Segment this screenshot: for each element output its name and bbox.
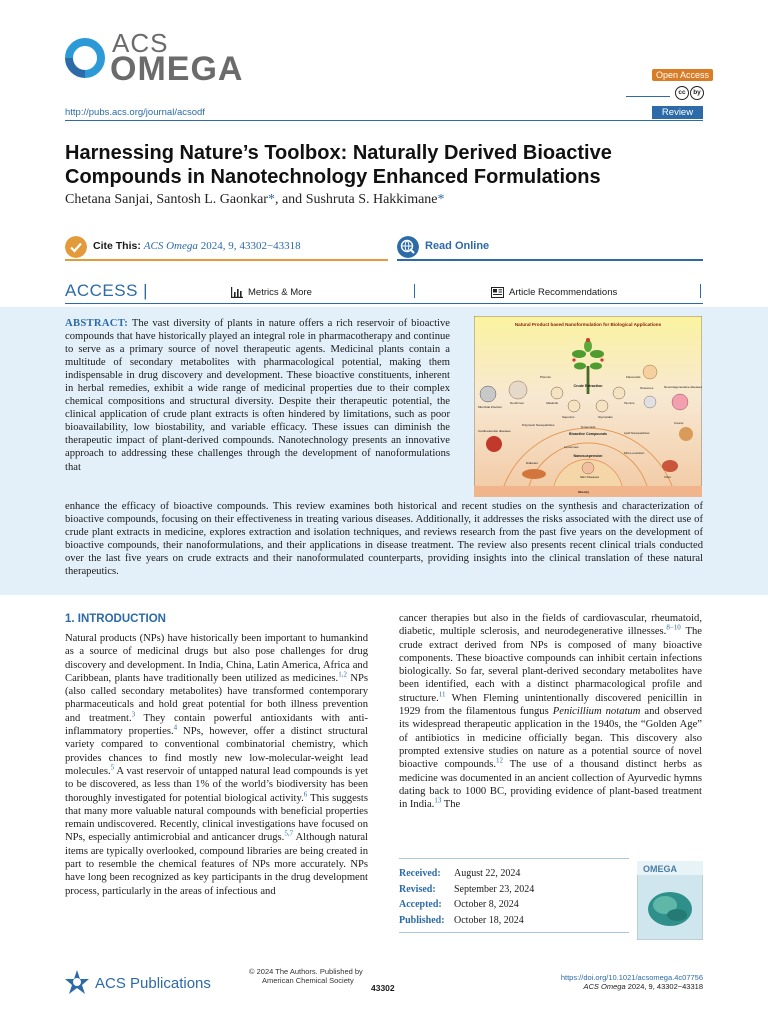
- doi-block: [540, 973, 703, 991]
- toc-label: Ulcer: [664, 475, 672, 479]
- toc-label: Bioactive Compounds: [569, 432, 607, 436]
- access-text: ACCESS: [65, 281, 138, 300]
- article-recommendations-button[interactable]: [491, 287, 617, 298]
- footer-citation-rest: 2024, 9, 43302−43318: [625, 982, 703, 991]
- liposome-icon: [643, 365, 657, 379]
- citation-ref[interactable]: 4: [173, 723, 178, 732]
- citation-ref[interactable]: 5,7: [284, 829, 294, 838]
- italic-term: Penicillium notatum: [552, 706, 641, 718]
- logo-acs-text: ACS: [112, 28, 169, 58]
- toc-label: Obesity: [578, 490, 590, 494]
- dates-rule-top: [399, 858, 629, 859]
- date-label: Revised:: [399, 883, 436, 895]
- read-online-underline: [397, 259, 703, 261]
- toc-label: Dendrimer: [510, 401, 525, 405]
- article-title: Harnessing Nature’s Toolbox: Naturally Derived Bioactive Compounds in Nanotechnology Enhanced Formulations: [65, 142, 612, 188]
- plant-leaf: [590, 363, 602, 370]
- citation-ref[interactable]: 1,2: [338, 670, 347, 679]
- toc-label: Niosomes: [640, 386, 654, 390]
- plant-berry: [600, 358, 603, 361]
- plant-berry: [586, 338, 590, 342]
- author-name[interactable]: Chetana Sanjai: [65, 192, 150, 207]
- author-name[interactable]: Santosh L. Gaonkar: [156, 192, 268, 207]
- date-row: [399, 882, 629, 898]
- date-value: September 23, 2024: [454, 883, 535, 895]
- abstract-body-top: The vast diversity of plants in nature offers a rich reservoir of bioactive compounds that have historically played an integral role in pharmacotherapy and continue to serve as a primary source of novel therapeutic agents. Medicinal plants contain a multitude of secondary metabolites with pharmacological potential, making them indispensable in drug discovery and development. These bioactive constituents, inherent in herbal remedies, exhibit a wide range of medicinal properties due to their complex chemical compositions and structural diversity. Despite their therapeutic potential, the clinical application of crude plant extracts is often hindered by limitations, such as poor bioavailability, low biostability, and variable efficacy. These issues can diminish the therapeutic impact of plant-derived compounds. Nanotechnology presents an innovative approach to addressing these challenges through the development of nanoformulations that: [65, 318, 450, 473]
- toc-label: Skin Diseases: [580, 475, 600, 479]
- citation-ref[interactable]: 11: [438, 690, 446, 699]
- body-text: Although natural items are typically overlooked, compound libraries are being created in part to resemble the chemical features of NPs more accurately. NPs have long been recognized as key participants in the drug development process, particularly in the areas of infectious and: [65, 832, 368, 897]
- toc-label: Tannins: [624, 401, 635, 405]
- journal-cover-thumbnail[interactable]: [637, 861, 703, 940]
- corresponding-author-asterisk[interactable]: *: [437, 192, 445, 207]
- citation-ref[interactable]: 8−10: [666, 623, 681, 632]
- compound-node: [596, 400, 608, 412]
- author-name[interactable]: Sushruta S. Hakkimane: [305, 192, 438, 207]
- cover-title: OMEGA: [643, 864, 678, 874]
- citation-ref[interactable]: 5: [110, 763, 115, 772]
- plant-leaf: [590, 350, 604, 358]
- access-separator: [414, 284, 415, 298]
- toc-label: Neurodegenerative diseases: [664, 385, 702, 389]
- cite-this-button[interactable]: [93, 240, 301, 252]
- body-text: Natural products (NPs) have historically been important to humankind as a source of medicinal drugs but also pose challenges for drug discovery and development. In India, China, Latin America, Africa and Caribbean, plants have traditionally been utilized as medicines.: [65, 633, 368, 684]
- date-row: [399, 897, 629, 913]
- date-label: Published:: [399, 914, 445, 926]
- toc-label: Liposomes: [564, 445, 579, 449]
- skin-icon: [582, 462, 594, 474]
- pancreas-icon: [522, 469, 546, 479]
- heart-icon: [486, 436, 502, 452]
- stomach-icon: [662, 460, 678, 472]
- date-row: [399, 913, 629, 929]
- toc-label: Microbial infection: [478, 405, 503, 409]
- metrics-and-more-button[interactable]: [231, 287, 312, 298]
- compound-node: [568, 400, 580, 412]
- toc-label: Alkaloids: [546, 401, 559, 405]
- acs-publications-logo-icon: [65, 970, 89, 994]
- toc-label: Saponins: [562, 415, 575, 419]
- compound-node: [551, 387, 563, 399]
- abstract-label: ABSTRACT:: [65, 318, 129, 329]
- date-row: [399, 866, 629, 882]
- journal-url-link[interactable]: http://pubs.acs.org/journal/acsodf: [65, 107, 205, 118]
- dendrimer-icon: [509, 381, 527, 399]
- creative-commons-icons[interactable]: [675, 86, 704, 100]
- date-value: October 18, 2024: [454, 914, 524, 926]
- article-dates: [399, 866, 629, 928]
- doi-link[interactable]: https://doi.org/10.1021/acsomega.4c07756: [560, 973, 703, 982]
- cite-underline: [65, 259, 388, 261]
- toc-graphic: [474, 316, 702, 497]
- citation-ref[interactable]: 3: [131, 710, 136, 719]
- body-text: A vast reservoir of untapped natural lead compounds is yet to be discovered, as less than 1% of the world’s biodiversity has been thoroughly investigated for potential biological activity.: [65, 765, 368, 804]
- cite-journal: ACS Omega: [143, 240, 198, 252]
- body-text: cancer therapies but also in the fields of cardiovascular, rheumatoid, diabetic, multiple sclerosis, and neurodegenerative illnesses.: [399, 613, 702, 638]
- copyright-line-1: © 2024 The Authors. Published by: [249, 967, 363, 976]
- niosome-icon: [644, 396, 656, 408]
- plant-leaf: [572, 350, 586, 358]
- citation-ref[interactable]: 13: [434, 796, 442, 805]
- toc-label: Lipid Nanoparticles: [624, 431, 650, 435]
- toc-label: Glycosides: [598, 415, 613, 419]
- author-list: [65, 192, 445, 208]
- date-label: Accepted:: [399, 899, 442, 910]
- intro-right-column: [399, 612, 702, 811]
- toc-label: Flavonoids: [626, 375, 641, 379]
- page-number: 43302: [371, 983, 395, 993]
- body-text: The use of a thousand distinct herbs as medicine was documented in an ancient collection of Ayurvedic hymns dating back to 1000 BC, providing evidence of plant-based treatment in India.: [399, 759, 702, 811]
- acs-omega-logo-icon: [65, 32, 105, 84]
- date-label: Received:: [399, 868, 441, 879]
- footer-citation-journal: ACS Omega: [583, 982, 626, 991]
- toc-label: Phenols: [540, 375, 551, 379]
- body-text: This suggests that many more valuable natural compounds with beneficial properties remain undiscovered. Recently, clinical investigations have focused on NPs, especially antimicrobial and anticancer drugs.: [65, 792, 368, 844]
- date-value: August 22, 2024: [454, 868, 521, 879]
- microbe-icon: [480, 386, 496, 402]
- toc-title: Natural Product based Nanoformulation for Biological Applications: [514, 322, 662, 327]
- body-text: NPs, however, offer a distinct structural variety compared to conventional combinatorial chemistry, which provides chances to find mostly new low-molecular-weight lead molecules.: [65, 726, 368, 777]
- footer-citation: [540, 982, 703, 991]
- globe-icon: [397, 236, 419, 258]
- body-text: They contain powerful antioxidants with anti-inflammatory properties.: [65, 712, 369, 738]
- toc-label: Cardiovascular diseases: [478, 429, 511, 433]
- toc-label: Crude Extraction: [573, 384, 603, 388]
- corresponding-author-asterisk[interactable]: *: [267, 192, 275, 207]
- bar-chart-icon: [231, 287, 243, 298]
- toc-label: Nanosuspension: [573, 454, 603, 458]
- citation-ref[interactable]: 12: [496, 756, 504, 765]
- brain-icon: [672, 394, 688, 410]
- metrics-label: Metrics & More: [248, 287, 312, 298]
- abstract-text-bottom: enhance the efficacy of bioactive compounds. This review examines both historical and recent studies on the synthesis and characterization of bioactive compounds, focusing on their effectiveness in treating various diseases. Additionally, it addresses the risks associated with the direct use of crude plant extracts in medicine, explores extraction and isolation techniques, and reviews research from the past five years on the development of bioactive compounds, their nanoformulations, and their applications in disease treatment. The review also presents recent clinical trials conducted over the last five years on crude extracts and their nanoformulated counterparts, providing insights into the clinical translation of these natural therapeutics.: [65, 501, 703, 578]
- cc-icon: cc: [675, 86, 689, 100]
- logo-omega-text: OMEGA: [110, 50, 244, 88]
- access-rule: [65, 303, 703, 304]
- body-text: and observed its widespread therapeutic application in the 1940s, the “Golden Age” of antibiotics in medicine officially began. This discovery also prompted extensive studies on nature as a potential source of novel bioactive compounds.: [399, 706, 702, 771]
- body-text: The crude extract derived from NPs is composed of many bioactive components. These bioactive compounds can inhibit certain infections biologically. So far, several plant-derived secondary metabolites have been identified, each with a distinct pharmacological profile and structure.: [399, 626, 703, 704]
- copyright-notice: [237, 967, 363, 985]
- cite-pages: 43302−43318: [239, 240, 301, 252]
- plant-berry: [572, 358, 575, 361]
- article-type-badge: Review: [652, 106, 703, 119]
- date-value: October 8, 2024: [454, 899, 519, 910]
- body-text: The: [441, 799, 461, 811]
- intro-left-column: [65, 632, 368, 898]
- recommendations-label: Article Recommendations: [509, 287, 618, 298]
- read-online-button[interactable]: Read Online: [425, 240, 490, 252]
- compound-node: [613, 387, 625, 399]
- header-rule: [65, 120, 703, 121]
- body-text: When Fleming unintentionally discovered penicillin in 1929 from the filamentous fungus: [399, 692, 702, 718]
- toc-label: Polymeric Nanoparticles: [522, 423, 555, 427]
- publisher-name: ACS Publications: [95, 975, 211, 992]
- abstract-text-top: [65, 317, 450, 474]
- body-text: NPs (also called secondary metabolites) have transformed contemporary pharmaceuticals and hold great potential for both illness prevention and treatment.: [65, 672, 368, 724]
- cite-label: Cite This:: [93, 240, 141, 252]
- author-separator: , and: [274, 192, 306, 207]
- citation-ref[interactable]: 6: [303, 790, 308, 799]
- recommendations-icon: [491, 287, 504, 298]
- access-label: ACCESS |: [65, 281, 149, 300]
- cite-year-volume: 2024, 9,: [200, 240, 237, 252]
- by-icon: by: [690, 86, 704, 100]
- plant-leaf: [574, 363, 586, 370]
- toc-label: Diabetes: [526, 461, 538, 465]
- open-access-badge: Open Access: [652, 69, 713, 81]
- access-separator-end: [700, 284, 701, 298]
- checkmark-icon: [65, 236, 87, 258]
- section-heading-introduction: 1. INTRODUCTION: [65, 613, 166, 625]
- toc-label: Terpenoids: [580, 425, 596, 429]
- cc-divider: [626, 96, 670, 97]
- plant-stem: [587, 366, 590, 394]
- toc-label: Cancer: [674, 421, 684, 425]
- toc-label: Micro-emulsion: [624, 451, 645, 455]
- copyright-line-2: American Chemical Society: [262, 976, 354, 985]
- author-separator: ,: [149, 192, 157, 207]
- dates-rule-bottom: [399, 932, 629, 933]
- cancer-cell-icon: [679, 427, 693, 441]
